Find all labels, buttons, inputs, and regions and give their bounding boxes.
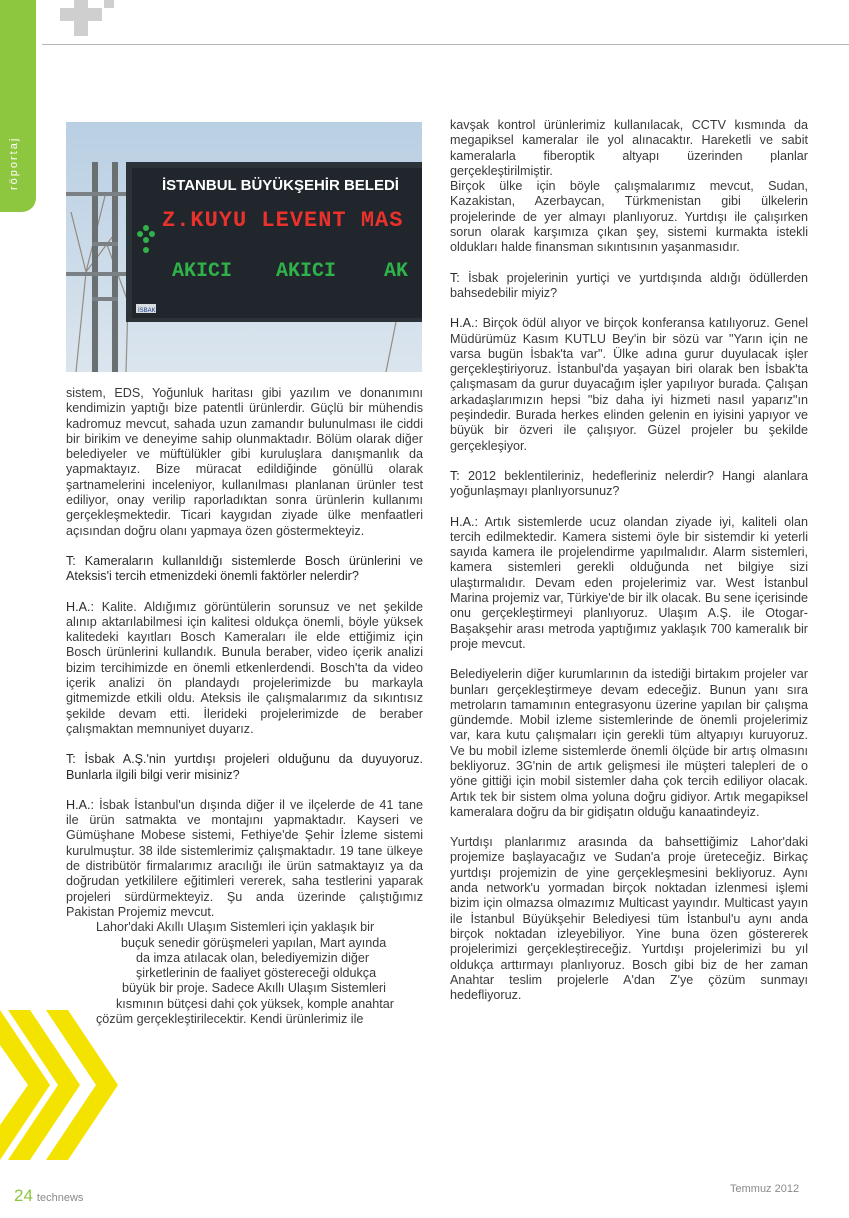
answer-text: Birçok ödül alıyor ve birçok konferansa katılıyoruz. Genel Müdürümüz Kasım KUTLU Bey'in bir sözü var "Yarın için ne varsa bugün İsbak'ta var". Ülke adına gurur duyulacak işler gerçekleştiriyoruz. İstanbul'da yaşayan biri olarak ben İsbak'ta çalışmasam da gurur duyacağım işler yapılıyor burada. Çalışan arkadaşlarımızın hepsi "biz daha iyi hizmeti nasıl yaparız"ın peşindedir. Burada herkes elinden gelenin en iyisini yapıyor ve büyük bir özveri ile çalışıyor. Güzel projeler bu şekilde gerçekleşiyor.	[450, 316, 808, 453]
question: T: İsbak A.Ş.'nin yurtdışı projeleri olduğunu da duyuyoruz. Bunlarla ilgili bilgi verir misiniz?	[66, 752, 423, 782]
question: T: Kameraların kullanıldığı sistemlerde Bosch ürünlerini ve Ateksis'i tercih etmenizdeki önemli faktörler nelerdir?	[66, 553, 423, 584]
sign-status-2: AKICI	[276, 260, 337, 283]
paragraph: Yurtdışı planlarımız arasında da bahsettiğimiz Lahor'daki projemize başlayacağız ve Sudan'a proje üreteceğiz. Birkaç yurtdışı projemizin de yine gerçekleşmesini bekliyoruz. Aynı anda network'u yormadan birçok noktadan izlenmesi işlemi bizim için olmazsa olmazımız Multicast yayındır. Multicast yayın ile İstanbul Büyükşehir Belediyesi tüm İstanbul'u aynı anda birçok noktadan izleyebiliyor. Yine buna özen göstererek projelerimizi gerçekleştireceğiz. Yurtdışı projelerimizi bu yıl oldukça arttırmayı planlıyoruz. Bosch gibi biz de her zaman Anahtar teslim projelerle A'dan Z'ye çözüm sunmayı hedefliyoruz.	[450, 835, 808, 1003]
text-line: çözüm gerçekleştirilecektir. Kendi ürünlerimiz ile	[96, 1011, 364, 1026]
issue-date: Temmuz 2012	[730, 1183, 800, 1195]
text-line: Lahor'daki Akıllı Ulaşım Sistemleri için yaklaşık bir	[96, 920, 375, 935]
article-photo	[66, 122, 422, 372]
question-label: T:	[450, 468, 460, 483]
answer-text: Artık sistemlerde ucuz olandan ziyade iyi, kaliteli olan tercih edilmektedir. Kamera sistemi öyle bir sistemdir ki yeterli sayıda kamera ile projelendirme yapılmalıdır. Alarm sistemleri, kamera sistemleri gerekli olduğunda net bilgiye sizi ulaştırmalıdır. Devam eden projelerimiz var. West İstanbul Marina projemiz var, Türkiye'de bir ilk olacak. Bu sene içerisinde onu gerçekleştirmeyi planlıyoruz. Ulaşım A.Ş. ile Otogar- Başakşehir arası metroda yaptığımız yaklaşık 700 kameralık bir proje mevcut.	[450, 514, 808, 651]
text-line: şirketlerinin de faaliyet göstereceği oldukça	[136, 966, 377, 981]
answer-label: H.A.:	[66, 797, 94, 812]
answer-label: H.A.:	[450, 316, 478, 331]
text-line: büyük bir proje. Sadece Akıllı Ulaşım Sistemleri	[122, 981, 386, 996]
question-text: 2012 beklentileriniz, hedefleriniz nelerdir? Hangi alanlara yoğunlaşmayı planlıyorsunuz?	[450, 468, 808, 499]
sign-status-1: AKICI	[172, 260, 233, 283]
paragraph: Belediyelerin diğer kurumlarının da istediği birtakım projeler var bunları gerçekleştirmeye devam edeceğiz. Bunun yanı sıra metroların tamamının entegrasyonu üzerine yapılan bir çalışma gündemde. Mobil izleme sistemlerinde de önemli projelerimiz var, kara kutu çalışmaları için gerekli tüm altyapıyı kuruyoruz. Ve bu mobil izleme sistemlerde önemli ölçüde bir artış olmasını bekliyoruz. 3G'nin de artık gelişmesi ile müşteri talepleri de o yöne gittiği için mobil sistemler daha çok tercih ediliyor olacak. Artık tek bir sistem olma yoluna doğru gidiyor. Artık megapiksel kameralara doğru da bir gidişatın olduğu kanaatindeyiz.	[450, 667, 808, 819]
answer-text: Kalite. Aldığımız görüntülerin sorunsuz ve net şekilde alınıp aktarılabilmesi için kalitesi oldukça önemli, böyle yüksek kalitedeki kayıtları Bosch Kameraları ile elde ettiğimiz için Bosch ürünlerini kullandık. Bunula beraber, video içerik analizi bizim tercihimizde en önemli etkenlerdendi. Bosch'ta da video içerik analizi ön plandaydı projelerimizde bu markayla gitmemizde etkili oldu. Ateksis ile çalışmalarımız da sıkıntısız şekilde devam etti. İlerideki projelerimizde de beraber çalışmaktan memnuniyet duyarız.	[66, 599, 423, 736]
paragraph: sistem, EDS, Yoğunluk haritası gibi yazılım ve donanımını kendimizin yaptığı bize patentli ürünlerdir. Güçlü bir mühendis kadromuz mevcut, sahada uzun zamandır bulunulması ile ciddi bir birikim ve deneyime sahip olunmaktadır. Bölüm olarak diğer belediyeler ve müftülükler gibi kuruluşlara danışmanlık da yapmaktayız. Bize müracat edildiğinde gönüllü olarak şartnamelerini inceleniyor, kullanılması planlanan ürünler test ediliyor, onay verilip raporladıktan sonra ürünlerin kullanımı gerçekleşmektedir. Ticari kaygıdan ziyade ülke menfaatleri açısından doğru olanı yapmaya özen göstermekteyiz.	[66, 386, 423, 538]
question-label: T:	[450, 270, 460, 285]
question-text: İsbak projelerinin yurtiçi ve yurtdışında aldığı ödüllerden bahsedebilir miyiz?	[450, 270, 808, 300]
text-line: da imza atılacak olan, belediyemizin diğer	[136, 950, 370, 965]
section-tab-label: röportaj	[8, 136, 20, 190]
section-tab	[0, 0, 36, 212]
right-column	[450, 118, 808, 1003]
answer-label: H.A.:	[450, 514, 478, 529]
sign-line-1: Z.KUYU LEVENT MAS	[162, 208, 404, 233]
question	[450, 271, 808, 302]
sign-title: İSTANBUL BÜYÜKŞEHİR BELEDİ	[162, 177, 399, 194]
answer-label: H.A.:	[66, 599, 94, 614]
paragraph: kavşak kontrol ürünlerimiz kullanılacak, CCTV kısmında da megapiksel kameralar ile yol alınacaktır. Hareketli ve sabit kameralarla fiberoptik altyapı üzerinden planlar gerçekleştirilmiştir.	[450, 118, 808, 178]
answer	[450, 515, 808, 653]
answer	[450, 316, 808, 454]
top-divider	[42, 44, 849, 45]
answer	[66, 600, 423, 738]
page-number: 24	[14, 1186, 33, 1205]
plus-icon	[60, 0, 116, 36]
left-column	[66, 386, 423, 1027]
text-line: kısmının bütçesi dahi çok yüksek, komple anahtar	[116, 996, 394, 1011]
footer-page	[14, 1186, 83, 1206]
yellow-chevrons-icon	[0, 1000, 150, 1170]
answer	[66, 798, 423, 920]
paragraph: Birçok ülke için böyle çalışmalarımız mevcut, Sudan, Kazakistan, Azerbaycan, Türkmenistan gibi ülkelerin projelerinde de yer almayı planlıyoruz. Yurtdışı ile çalışırken sorun olarak karşımıza çıkan şey, sistemi kurmakta istekli oldukları halde finansman sıkıntısının yaşanmasıdır.	[450, 179, 808, 255]
sign-status-3: AK	[384, 260, 409, 283]
magazine-name: technews	[36, 1192, 84, 1204]
answer-text: İsbak İstanbul'un dışında diğer il ve ilçelerde de 41 tane ile ürün satmakta ve montajını yapmaktadır. Kayseri ve Gümüşhane Mobese sistemi, Fethiye'de Şehir İzleme sistemi kurulmuştur. 38 ilde sistemlerimiz çalışmaktadır. 19 tane ülkeye de distribütör firmalarımız aracılığı ile ürün satmaktayız ya da doğrudan yetkililere eğitimleri vererek, saha testlerini yaparak projeleri sürdürmekteyiz. Şu anda üzerinde çalıştığımız Pakistan Projemiz mevcut.	[66, 797, 423, 919]
text-line: buçuk senedir görüşmeleri yapılan, Mart ayında	[121, 935, 387, 950]
question	[450, 469, 808, 500]
sign-badge: İSBAK	[138, 308, 156, 314]
